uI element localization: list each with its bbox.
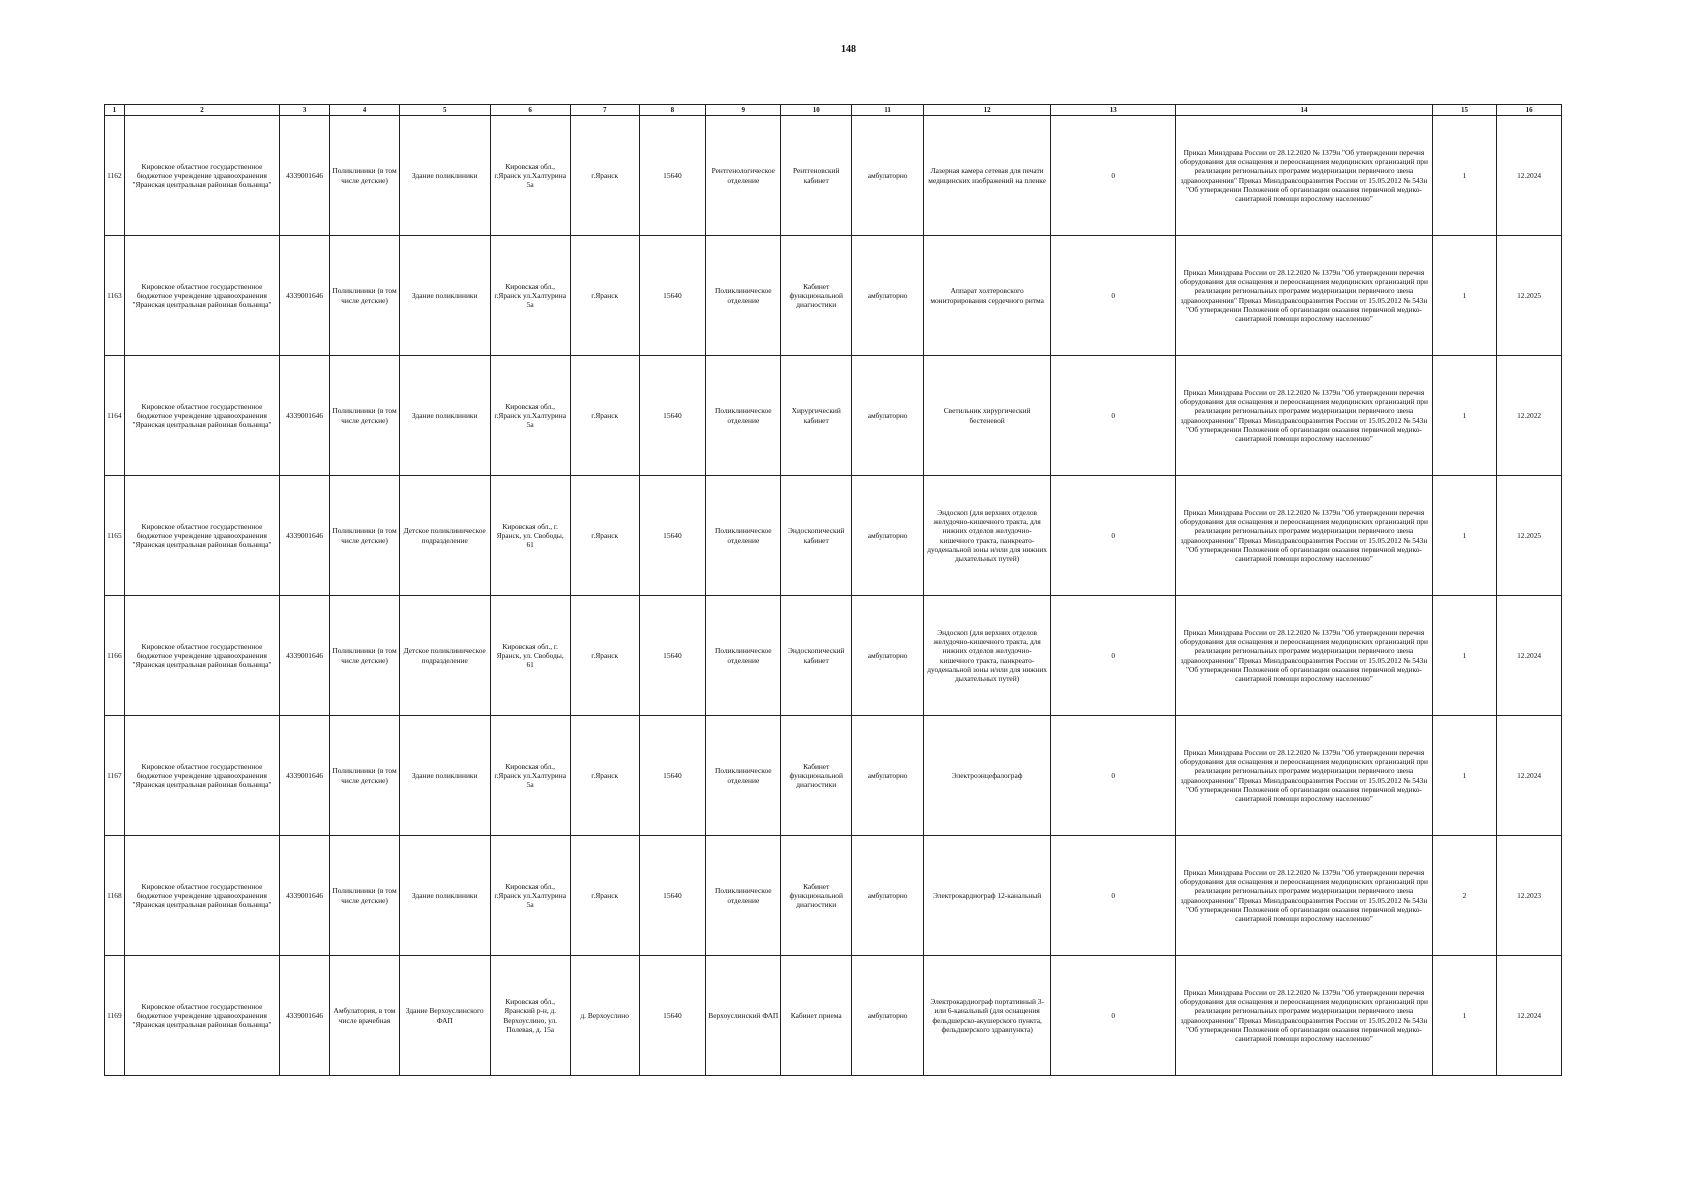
row-number: 1163: [105, 236, 125, 356]
quantity: 1: [1432, 596, 1497, 716]
equipment: Электрокардиограф портативный 3- или 6-канальный (для оснащения фельдшерско-акушерского пункта, фельдшерского здравпункта): [924, 956, 1051, 1076]
code: 15640: [639, 716, 706, 836]
care-form: амбулаторно: [852, 596, 924, 716]
column-number: 14: [1176, 105, 1432, 116]
address: Кировская обл., г.Яранск ул.Халтурина 5а: [490, 836, 570, 956]
table-row: [105, 596, 1562, 716]
facility-type: Поликлиники (в том числе детские): [330, 356, 400, 476]
inn: 4339001646: [280, 596, 330, 716]
code: 15640: [639, 956, 706, 1076]
delivery-date: 12.2024: [1497, 716, 1562, 836]
code: 15640: [639, 836, 706, 956]
facility-type: Амбулатория, в том числе врачебная: [330, 956, 400, 1076]
room: Рентгеновский кабинет: [781, 116, 852, 236]
organization-name: Кировское областное государственное бюджетное учреждение здравоохранения "Яранская центральная районная больница": [124, 236, 279, 356]
column-number-row: [105, 105, 1562, 116]
locality: г.Яранск: [570, 596, 639, 716]
row-number: 1169: [105, 956, 125, 1076]
column-number: 3: [280, 105, 330, 116]
existing-count: 0: [1051, 356, 1176, 476]
room: Кабинет функциональной диагностики: [781, 836, 852, 956]
quantity: 1: [1432, 236, 1497, 356]
room: Кабинет приема: [781, 956, 852, 1076]
table-row: [105, 116, 1562, 236]
column-number: 1: [105, 105, 125, 116]
facility-type: Поликлиники (в том числе детские): [330, 716, 400, 836]
quantity: 1: [1432, 956, 1497, 1076]
row-number: 1166: [105, 596, 125, 716]
inn: 4339001646: [280, 356, 330, 476]
equipment: Электрокардиограф 12-канальный: [924, 836, 1051, 956]
row-number: 1165: [105, 476, 125, 596]
inn: 4339001646: [280, 476, 330, 596]
equipment: Светильник хирургический бестеневой: [924, 356, 1051, 476]
existing-count: 0: [1051, 836, 1176, 956]
column-number: 4: [330, 105, 400, 116]
care-form: амбулаторно: [852, 716, 924, 836]
table-row: [105, 956, 1562, 1076]
address: Кировская обл., г.Яранск ул.Халтурина 5а: [490, 236, 570, 356]
organization-name: Кировское областное государственное бюджетное учреждение здравоохранения "Яранская центральная районная больница": [124, 356, 279, 476]
column-number: 5: [399, 105, 490, 116]
code: 15640: [639, 476, 706, 596]
organization-name: Кировское областное государственное бюджетное учреждение здравоохранения "Яранская центральная районная больница": [124, 956, 279, 1076]
department: Рентгенологическое отделение: [706, 116, 781, 236]
legal-basis: Приказ Минздрава России от 28.12.2020 № 1379н "Об утверждении перечня оборудования для оснащения и переоснащения медицинских организаций при реализации региональных программ модернизации первичного звена здравоохранения" Приказ Минздравсоцразвития России от 15.05.2012 № 543н "Об утверждении Положения об организации оказания первичной медико-санитарной помощи взрослому населению": [1176, 596, 1432, 716]
equipment: Лазерная камера сетевая для печати медицинских изображений на пленке: [924, 116, 1051, 236]
department: Поликлиническое отделение: [706, 236, 781, 356]
organization-name: Кировское областное государственное бюджетное учреждение здравоохранения "Яранская центральная районная больница": [124, 716, 279, 836]
quantity: 2: [1432, 836, 1497, 956]
delivery-date: 12.2024: [1497, 956, 1562, 1076]
inn: 4339001646: [280, 836, 330, 956]
existing-count: 0: [1051, 476, 1176, 596]
department: Поликлиническое отделение: [706, 836, 781, 956]
column-number: 10: [781, 105, 852, 116]
code: 15640: [639, 356, 706, 476]
address: Кировская обл., г.Яранск ул.Халтурина 5а: [490, 716, 570, 836]
inn: 4339001646: [280, 236, 330, 356]
table-row: [105, 716, 1562, 836]
building: Здание поликлиники: [399, 716, 490, 836]
building: Здание поликлиники: [399, 236, 490, 356]
room: Кабинет функциональной диагностики: [781, 716, 852, 836]
column-number: 7: [570, 105, 639, 116]
locality: г.Яранск: [570, 356, 639, 476]
existing-count: 0: [1051, 716, 1176, 836]
locality: г.Яранск: [570, 116, 639, 236]
locality: г.Яранск: [570, 836, 639, 956]
building: Здание Верхоуслинского ФАП: [399, 956, 490, 1076]
inn: 4339001646: [280, 956, 330, 1076]
address: Кировская обл., г. Яранск, ул. Свободы, 61: [490, 476, 570, 596]
legal-basis: Приказ Минздрава России от 28.12.2020 № 1379н "Об утверждении перечня оборудования для оснащения и переоснащения медицинских организаций при реализации региональных программ модернизации первичного звена здравоохранения" Приказ Минздравсоцразвития России от 15.05.2012 № 543н "Об утверждении Положения об организации оказания первичной медико-санитарной помощи взрослому населению": [1176, 236, 1432, 356]
column-number: 16: [1497, 105, 1562, 116]
department: Поликлиническое отделение: [706, 716, 781, 836]
column-number: 8: [639, 105, 706, 116]
quantity: 1: [1432, 356, 1497, 476]
row-number: 1168: [105, 836, 125, 956]
existing-count: 0: [1051, 116, 1176, 236]
organization-name: Кировское областное государственное бюджетное учреждение здравоохранения "Яранская центральная районная больница": [124, 836, 279, 956]
organization-name: Кировское областное государственное бюджетное учреждение здравоохранения "Яранская центральная районная больница": [124, 596, 279, 716]
department: Поликлиническое отделение: [706, 476, 781, 596]
row-number: 1162: [105, 116, 125, 236]
facility-type: Поликлиники (в том числе детские): [330, 476, 400, 596]
existing-count: 0: [1051, 956, 1176, 1076]
code: 15640: [639, 236, 706, 356]
table-row: [105, 836, 1562, 956]
address: Кировская обл., г.Яранск ул.Халтурина 5а: [490, 356, 570, 476]
page-number: 148: [841, 44, 856, 55]
legal-basis: Приказ Минздрава России от 28.12.2020 № 1379н "Об утверждении перечня оборудования для оснащения и переоснащения медицинских организаций при реализации региональных программ модернизации первичного звена здравоохранения" Приказ Минздравсоцразвития России от 15.05.2012 № 543н "Об утверждении Положения об организации оказания первичной медико-санитарной помощи взрослому населению": [1176, 836, 1432, 956]
row-number: 1167: [105, 716, 125, 836]
existing-count: 0: [1051, 596, 1176, 716]
room: Эндоскопический кабинет: [781, 476, 852, 596]
care-form: амбулаторно: [852, 236, 924, 356]
legal-basis: Приказ Минздрава России от 28.12.2020 № 1379н "Об утверждении перечня оборудования для оснащения и переоснащения медицинских организаций при реализации региональных программ модернизации первичного звена здравоохранения" Приказ Минздравсоцразвития России от 15.05.2012 № 543н "Об утверждении Положения об организации оказания первичной медико-санитарной помощи взрослому населению": [1176, 716, 1432, 836]
locality: г.Яранск: [570, 236, 639, 356]
inn: 4339001646: [280, 716, 330, 836]
building: Здание поликлиники: [399, 836, 490, 956]
building: Детское поликлиническое подразделение: [399, 596, 490, 716]
delivery-date: 12.2024: [1497, 116, 1562, 236]
quantity: 1: [1432, 716, 1497, 836]
care-form: амбулаторно: [852, 956, 924, 1076]
existing-count: 0: [1051, 236, 1176, 356]
delivery-date: 12.2025: [1497, 236, 1562, 356]
code: 15640: [639, 116, 706, 236]
delivery-date: 12.2025: [1497, 476, 1562, 596]
column-number: 9: [706, 105, 781, 116]
column-number: 6: [490, 105, 570, 116]
quantity: 1: [1432, 476, 1497, 596]
delivery-date: 12.2022: [1497, 356, 1562, 476]
table-row: [105, 356, 1562, 476]
care-form: амбулаторно: [852, 356, 924, 476]
address: Кировская обл., г. Яранск, ул. Свободы, 61: [490, 596, 570, 716]
room: Эндоскопический кабинет: [781, 596, 852, 716]
inn: 4339001646: [280, 116, 330, 236]
column-number: 2: [124, 105, 279, 116]
legal-basis: Приказ Минздрава России от 28.12.2020 № 1379н "Об утверждении перечня оборудования для оснащения и переоснащения медицинских организаций при реализации региональных программ модернизации первичного звена здравоохранения" Приказ Минздравсоцразвития России от 15.05.2012 № 543н "Об утверждении Положения об организации оказания первичной медико-санитарной помощи взрослому населению": [1176, 116, 1432, 236]
facility-type: Поликлиники (в том числе детские): [330, 836, 400, 956]
facility-type: Поликлиники (в том числе детские): [330, 116, 400, 236]
column-number: 11: [852, 105, 924, 116]
department: Поликлиническое отделение: [706, 596, 781, 716]
column-number: 13: [1051, 105, 1176, 116]
locality: г.Яранск: [570, 476, 639, 596]
organization-name: Кировское областное государственное бюджетное учреждение здравоохранения "Яранская центральная районная больница": [124, 116, 279, 236]
row-number: 1164: [105, 356, 125, 476]
building: Здание поликлиники: [399, 356, 490, 476]
locality: г.Яранск: [570, 716, 639, 836]
room: Кабинет функциональной диагностики: [781, 236, 852, 356]
building: Детское поликлиническое подразделение: [399, 476, 490, 596]
table-row: [105, 476, 1562, 596]
care-form: амбулаторно: [852, 836, 924, 956]
legal-basis: Приказ Минздрава России от 28.12.2020 № 1379н "Об утверждении перечня оборудования для оснащения и переоснащения медицинских организаций при реализации региональных программ модернизации первичного звена здравоохранения" Приказ Минздравсоцразвития России от 15.05.2012 № 543н "Об утверждении Положения об организации оказания первичной медико-санитарной помощи взрослому населению": [1176, 356, 1432, 476]
address: Кировская обл., Яранский р-н, д. Верхоуслино, ул. Полевая, д. 15а: [490, 956, 570, 1076]
quantity: 1: [1432, 116, 1497, 236]
equipment-register-table: [104, 104, 1562, 1076]
address: Кировская обл., г.Яранск ул.Халтурина 5а: [490, 116, 570, 236]
care-form: амбулаторно: [852, 476, 924, 596]
facility-type: Поликлиники (в том числе детские): [330, 596, 400, 716]
delivery-date: 12.2024: [1497, 596, 1562, 716]
legal-basis: Приказ Минздрава России от 28.12.2020 № 1379н "Об утверждении перечня оборудования для оснащения и переоснащения медицинских организаций при реализации региональных программ модернизации первичного звена здравоохранения" Приказ Минздравсоцразвития России от 15.05.2012 № 543н "Об утверждении Положения об организации оказания первичной медико-санитарной помощи взрослому населению": [1176, 956, 1432, 1076]
code: 15640: [639, 596, 706, 716]
column-number: 12: [924, 105, 1051, 116]
equipment: Эндоскоп (для верхних отделов желудочно-кишечного тракта, для нижних отделов желудочно-кишечного тракта, панкреато-дуоденальной зоны и/или для нижних дыхательных путей): [924, 596, 1051, 716]
care-form: амбулаторно: [852, 116, 924, 236]
room: Хирургический кабинет: [781, 356, 852, 476]
building: Здание поликлиники: [399, 116, 490, 236]
facility-type: Поликлиники (в том числе детские): [330, 236, 400, 356]
locality: д. Верхоуслино: [570, 956, 639, 1076]
department: Поликлиническое отделение: [706, 356, 781, 476]
delivery-date: 12.2023: [1497, 836, 1562, 956]
column-number: 15: [1432, 105, 1497, 116]
equipment: Аппарат холтеровского мониторирования сердечного ритма: [924, 236, 1051, 356]
organization-name: Кировское областное государственное бюджетное учреждение здравоохранения "Яранская центральная районная больница": [124, 476, 279, 596]
table-row: [105, 236, 1562, 356]
legal-basis: Приказ Минздрава России от 28.12.2020 № 1379н "Об утверждении перечня оборудования для оснащения и переоснащения медицинских организаций при реализации региональных программ модернизации первичного звена здравоохранения" Приказ Минздравсоцразвития России от 15.05.2012 № 543н "Об утверждении Положения об организации оказания первичной медико-санитарной помощи взрослому населению": [1176, 476, 1432, 596]
department: Верхоуслинский ФАП: [706, 956, 781, 1076]
equipment: Эндоскоп (для верхних отделов желудочно-кишечного тракта, для нижних отделов желудочно-кишечного тракта, панкреато-дуоденальной зоны и/или для нижних дыхательных путей): [924, 476, 1051, 596]
equipment: Электроэнцефалограф: [924, 716, 1051, 836]
